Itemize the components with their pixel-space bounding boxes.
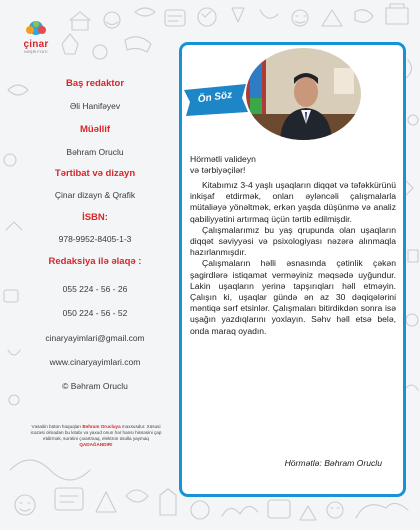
credit-heading: İSBN: (82, 212, 108, 223)
credit-value: Çinar dizayn & Qrafik (54, 190, 136, 200)
greeting-line: və tərbiyəçilər! (190, 165, 246, 176)
copyright: © Bəhram Oruclu (62, 381, 128, 391)
credit-value: Əli Hanifəyev (69, 101, 121, 111)
publisher-logo (19, 20, 53, 58)
phone-number: 055 224 - 56 - 26 (62, 284, 128, 294)
logo-subtitle: NƏŞRİYYATI (24, 50, 48, 54)
foreword-body (190, 180, 396, 337)
email-address: cinaryayimlari@gmail.com (45, 333, 145, 343)
rights-notice (28, 424, 164, 448)
phone-number: 050 224 - 56 - 52 (62, 308, 128, 318)
notice-part1: Vəsaitin bütün hüquqları (31, 424, 83, 429)
foreword-paragraph: Kitabımız 3-4 yaşlı uşaqların diqqət və təfəkkürünü inkişaf etdirmək, onları əyləncəli çalışmalarla mütaliəyə yönəltmək, erkən yaşda düşünmə və analiz qabiliyyətini artırmaq üçün tərtib edilmişdir. (190, 180, 396, 224)
notice-forbidden: QADAĞANDIR! (79, 442, 113, 448)
foreword-paragraph: Çalışmalarımız bu yaş qrupunda olan uşaqların diqqət səviyyəsi və psixologiyası nəzərə alınmaqla hazırlanmışdır. (190, 224, 396, 258)
credit-heading: Müəllif (79, 124, 111, 135)
credit-heading: Tərtibat və dizayn (54, 168, 136, 179)
foreword-paragraph: Çalışmaların həlli əsnasında çətinlik çəkən şagirdlərə istiqamət verməyiniz məqsədə uyğundur. Lakin uşaqların yerinə tapşırıqları həll etməyin. Çalışın ki, uşaqlar gündə ən az 30 dəqiqələrini məntiqə sərf etsinlər. Çalışmaları bitirdikdən sonra isə uşağın yazdıqlarını yoxlayın. Səhv həll etsə belə, onda maraq oyadın. (190, 258, 396, 336)
notice-owner: Bəhram Orucluya (82, 424, 121, 429)
ribbon-label: Ön Söz (197, 89, 233, 106)
credit-heading: Redaksiya ilə əlaqə : (48, 256, 142, 267)
greeting (190, 154, 396, 176)
author-photo (246, 48, 361, 140)
logo-brand: çinar (23, 39, 49, 50)
tree-logo-icon (23, 20, 49, 36)
greeting-line: Hörmətli valideyn (190, 154, 256, 164)
credit-heading: Baş redaktor (65, 78, 125, 89)
signature: Hörmətlə: Bəhram Oruclu (284, 458, 382, 468)
credit-value: Bəhram Oruclu (66, 147, 124, 157)
website-address: www.cinaryayimlari.com (49, 357, 141, 367)
notice-part2: məxsusdur. Xüsusi icazəsi olmadan bu kitabı və yaxud onun hər hansı hissəsini çap etdirmək, surətini çıxartmaq, elektron üsulla yaymaq (30, 424, 162, 442)
credit-value: 978-9952-8405-1-3 (58, 234, 132, 244)
